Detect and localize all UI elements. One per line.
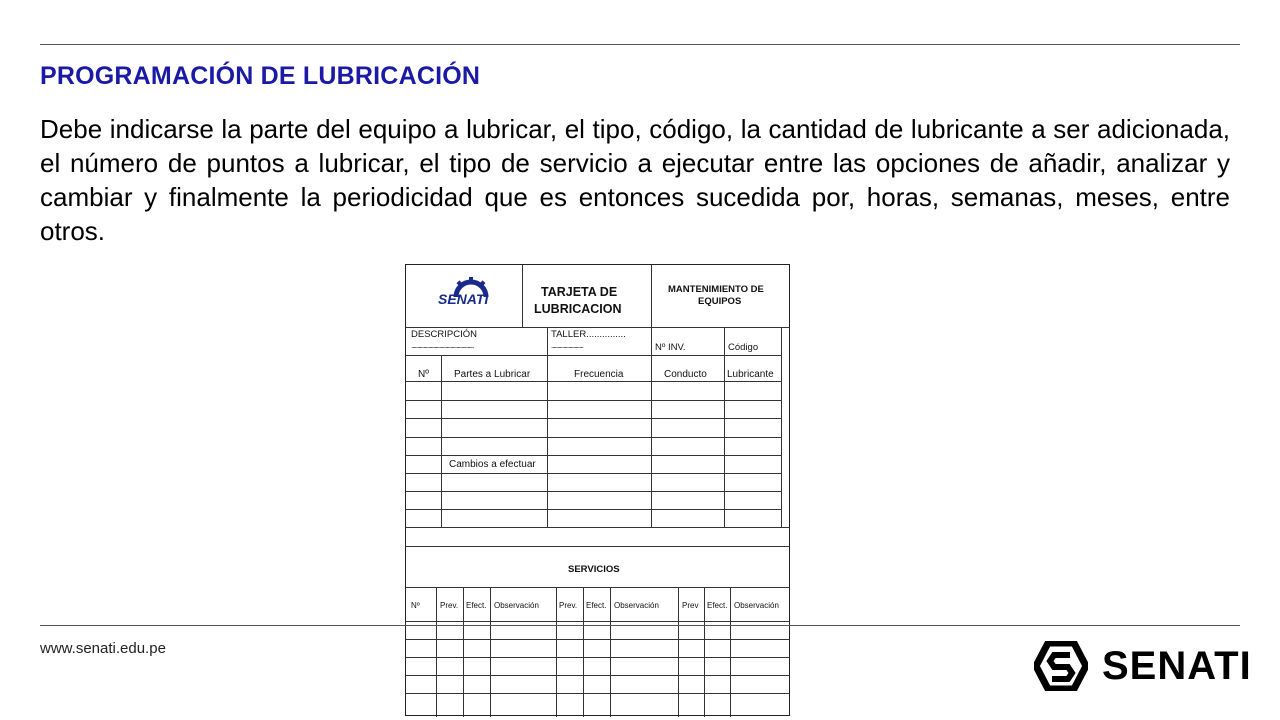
ninv-label: Nº INV. bbox=[655, 342, 686, 353]
form-title-line2: LUBRICACION bbox=[534, 302, 622, 316]
senati-logo-text: SENATI bbox=[1102, 643, 1252, 688]
svc-col-9: Observación bbox=[734, 601, 779, 610]
col-frecuencia-header: Frecuencia bbox=[574, 369, 624, 380]
lubrication-card-form bbox=[405, 264, 790, 716]
bottom-divider bbox=[40, 625, 1240, 626]
senati-logo bbox=[1034, 640, 1252, 692]
top-divider bbox=[40, 44, 1240, 45]
descripcion-dots: ................................................... bbox=[411, 341, 474, 350]
svc-col-3: Observación bbox=[494, 601, 539, 610]
taller-label: TALLER............... bbox=[551, 329, 626, 340]
codigo-label: Código bbox=[728, 342, 759, 353]
svc-col-6: Observación bbox=[614, 601, 659, 610]
form-title-line1: TARJETA DE bbox=[541, 285, 618, 299]
senati-emblem-icon bbox=[1034, 641, 1088, 691]
svc-col-4: Prev. bbox=[559, 601, 578, 610]
footer-url: www.senati.edu.pe bbox=[40, 640, 166, 657]
servicios-label: SERVICIOS bbox=[568, 564, 620, 575]
form-header-right-line1: MANTENIMIENTO DE bbox=[668, 284, 764, 295]
svc-col-0: Nº bbox=[411, 601, 420, 610]
descripcion-label: DESCRIPCIÓN bbox=[411, 329, 477, 340]
svc-col-2: Efect. bbox=[466, 601, 487, 610]
taller-dots: .......................... bbox=[551, 341, 583, 350]
svc-col-1: Prev. bbox=[440, 601, 459, 610]
slide-title: PROGRAMACIÓN DE LUBRICACIÓN bbox=[40, 62, 481, 90]
form-header-right-line2: EQUIPOS bbox=[698, 296, 742, 307]
col-n-header: Nº bbox=[418, 369, 429, 380]
col-lubricante-header: Lubricante bbox=[727, 369, 774, 380]
col-partes-header: Partes a Lubricar bbox=[454, 369, 531, 380]
cambios-label: Cambios a efectuar bbox=[449, 459, 536, 470]
form-logo-text: SENATI bbox=[438, 291, 489, 307]
slide-body-text: Debe indicarse la parte del equipo a lubricar, el tipo, código, la cantidad de lubricante a ser adicionada, el número de puntos a lubricar, el tipo de servicio a ejecutar entre las opciones de añadir, analizar y cambiar y finalmente la periodicidad que es entonces sucedida por, horas, semanas, meses, entre otros. bbox=[40, 114, 1230, 246]
svc-col-5: Efect. bbox=[586, 601, 607, 610]
col-conducto-header: Conducto bbox=[664, 369, 707, 380]
svc-col-8: Efect. bbox=[707, 601, 728, 610]
svc-col-7: Prev bbox=[682, 601, 699, 610]
